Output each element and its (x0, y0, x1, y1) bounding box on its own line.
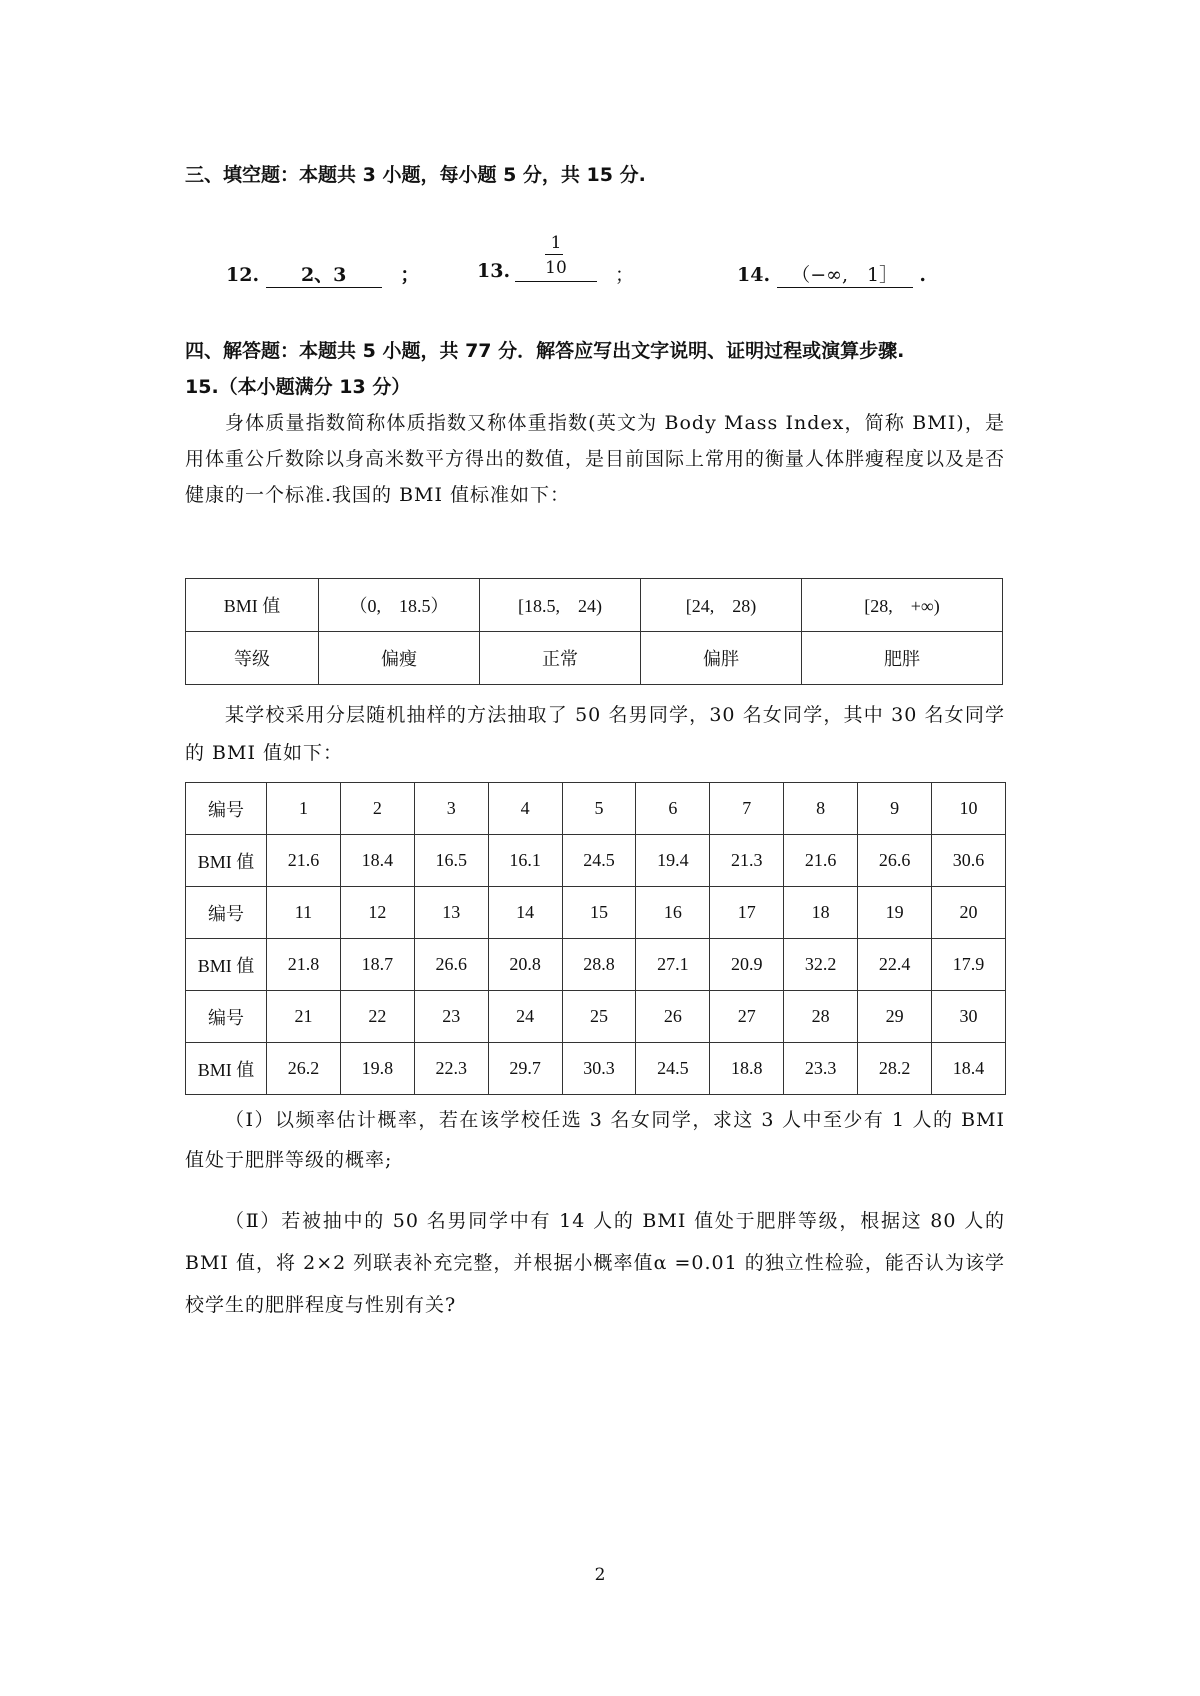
table-cell: 1 (267, 783, 341, 835)
table-row (186, 1043, 1006, 1095)
table-cell: 22.3 (414, 1043, 488, 1095)
table-cell: 20.8 (488, 939, 562, 991)
id-label-cell: 编号 (186, 991, 267, 1043)
table-cell: 23 (414, 991, 488, 1043)
fill-in-answers (0, 232, 1200, 292)
answer-13-number: 13. (477, 260, 511, 282)
table-row (186, 887, 1006, 939)
problem-15-heading: 15.（本小题满分 13 分） (185, 376, 411, 398)
table-cell: 16.1 (488, 835, 562, 887)
table-cell: 14 (488, 887, 562, 939)
bmi-standard-table (185, 578, 1003, 685)
table-cell: 等级 (186, 632, 319, 685)
id-label-cell: 编号 (186, 887, 267, 939)
female-bmi-table (185, 782, 1006, 1095)
table-cell: 15 (562, 887, 636, 939)
table-cell: 28.8 (562, 939, 636, 991)
bmi-label-cell: BMI 值 (186, 939, 267, 991)
bmi-label-cell: BMI 值 (186, 1043, 267, 1095)
answer-13-denominator: 10 (515, 255, 597, 282)
table-cell: 17.9 (932, 939, 1006, 991)
table-cell: 22 (340, 991, 414, 1043)
table-cell: 17 (710, 887, 784, 939)
id-label-cell: 编号 (186, 783, 267, 835)
table-cell: 29 (858, 991, 932, 1043)
answer-12-value: 2、3 (266, 260, 382, 288)
table-cell: 13 (414, 887, 488, 939)
table-cell: 18.7 (340, 939, 414, 991)
table-cell: 23.3 (784, 1043, 858, 1095)
table-cell: 21.8 (267, 939, 341, 991)
problem-15-part-1: （Ⅰ）以频率估计概率，若在该学校任选 3 名女同学，求这 3 人中至少有 1 人的 BMI 值处于肥胖等级的概率; (185, 1109, 1005, 1171)
answer-12 (226, 260, 419, 288)
table-cell: 2 (340, 783, 414, 835)
table-cell: 21.6 (784, 835, 858, 887)
table-cell: 12 (340, 887, 414, 939)
table-cell: 18.8 (710, 1043, 784, 1095)
sample-description: 某学校采用分层随机抽样的方法抽取了 50 名男同学，30 名女同学，其中 30 名女同学的 BMI 值如下： (185, 704, 1005, 764)
table-cell: 18.4 (340, 835, 414, 887)
table-cell: 19 (858, 887, 932, 939)
table-cell: 4 (488, 783, 562, 835)
table-cell: 29.7 (488, 1043, 562, 1095)
table-cell: 24 (488, 991, 562, 1043)
table-cell: 21.6 (267, 835, 341, 887)
table-cell: 19.8 (340, 1043, 414, 1095)
table-cell: 7 (710, 783, 784, 835)
table-cell: 24.5 (636, 1043, 710, 1095)
section-4-title: 四、解答题：本题共 5 小题，共 77 分．解答应写出文字说明、证明过程或演算步骤. (185, 340, 905, 362)
table-cell: [18.5, 24) (480, 579, 641, 632)
table-cell: [28, +∞) (802, 579, 1003, 632)
table-cell: 30.3 (562, 1043, 636, 1095)
answer-13-separator: ； (615, 264, 635, 286)
table-cell: 28.2 (858, 1043, 932, 1095)
table-cell: 6 (636, 783, 710, 835)
table-row (186, 991, 1006, 1043)
table-cell: 肥胖 (802, 632, 1003, 685)
table-cell: BMI 值 (186, 579, 319, 632)
bmi-label-cell: BMI 值 (186, 835, 267, 887)
answer-13-fraction (515, 232, 597, 282)
table-cell: 27 (710, 991, 784, 1043)
table-cell: 30.6 (932, 835, 1006, 887)
table-cell: 16.5 (414, 835, 488, 887)
table-row (186, 783, 1006, 835)
table-cell: 8 (784, 783, 858, 835)
table-cell: 26.2 (267, 1043, 341, 1095)
table-cell: 11 (267, 887, 341, 939)
table-cell: （0, 18.5） (319, 579, 480, 632)
table-cell: 22.4 (858, 939, 932, 991)
table-cell: 18.4 (932, 1043, 1006, 1095)
table-cell: 26.6 (414, 939, 488, 991)
answer-12-separator: ； (400, 264, 420, 286)
answer-14-number: 14. (737, 264, 771, 286)
table-cell: 26 (636, 991, 710, 1043)
table-cell: 25 (562, 991, 636, 1043)
table-cell: 26.6 (858, 835, 932, 887)
table-cell: 20 (932, 887, 1006, 939)
answer-12-number: 12. (226, 264, 260, 286)
table-row (186, 835, 1006, 887)
table-cell: 28 (784, 991, 858, 1043)
answer-14-value: （−∞, 1］ (777, 260, 913, 288)
table-row (186, 632, 1003, 685)
table-cell: 3 (414, 783, 488, 835)
table-cell: 21 (267, 991, 341, 1043)
table-cell: 32.2 (784, 939, 858, 991)
answer-13-numerator: 1 (550, 233, 562, 253)
table-row (186, 939, 1006, 991)
table-cell: 9 (858, 783, 932, 835)
page-number: 2 (594, 1565, 606, 1585)
section-3-title: 三、填空题：本题共 3 小题，每小题 5 分，共 15 分. (185, 164, 646, 186)
table-cell: 10 (932, 783, 1006, 835)
problem-15-part-2: （Ⅱ）若被抽中的 50 名男同学中有 14 人的 BMI 值处于肥胖等级，根据这 80 人的 BMI 值，将 2×2 列联表补充完整，并根据小概率值α =0.01 的独立性检验，能否认为该学校学生的肥胖程度与性别有关? (185, 1210, 1005, 1316)
problem-15-intro: 身体质量指数简称体质指数又称体重指数(英文为 Body Mass Index，简称 BMI)，是用体重公斤数除以身高米数平方得出的数值，是目前国际上常用的衡量人体胖瘦程度以及是否健康的一个标准.我国的 BMI 值标准如下： (185, 412, 1006, 506)
table-cell: 30 (932, 991, 1006, 1043)
table-cell: 16 (636, 887, 710, 939)
table-cell: 20.9 (710, 939, 784, 991)
table-cell: 偏瘦 (319, 632, 480, 685)
answer-14-end: . (919, 264, 926, 286)
table-cell: 19.4 (636, 835, 710, 887)
table-cell: 27.1 (636, 939, 710, 991)
answer-14 (737, 260, 926, 288)
table-cell: 24.5 (562, 835, 636, 887)
table-cell: 21.3 (710, 835, 784, 887)
table-row (186, 579, 1003, 632)
table-cell: 5 (562, 783, 636, 835)
table-cell: 正常 (480, 632, 641, 685)
table-cell: 18 (784, 887, 858, 939)
table-cell: 偏胖 (641, 632, 802, 685)
table-cell: [24, 28) (641, 579, 802, 632)
